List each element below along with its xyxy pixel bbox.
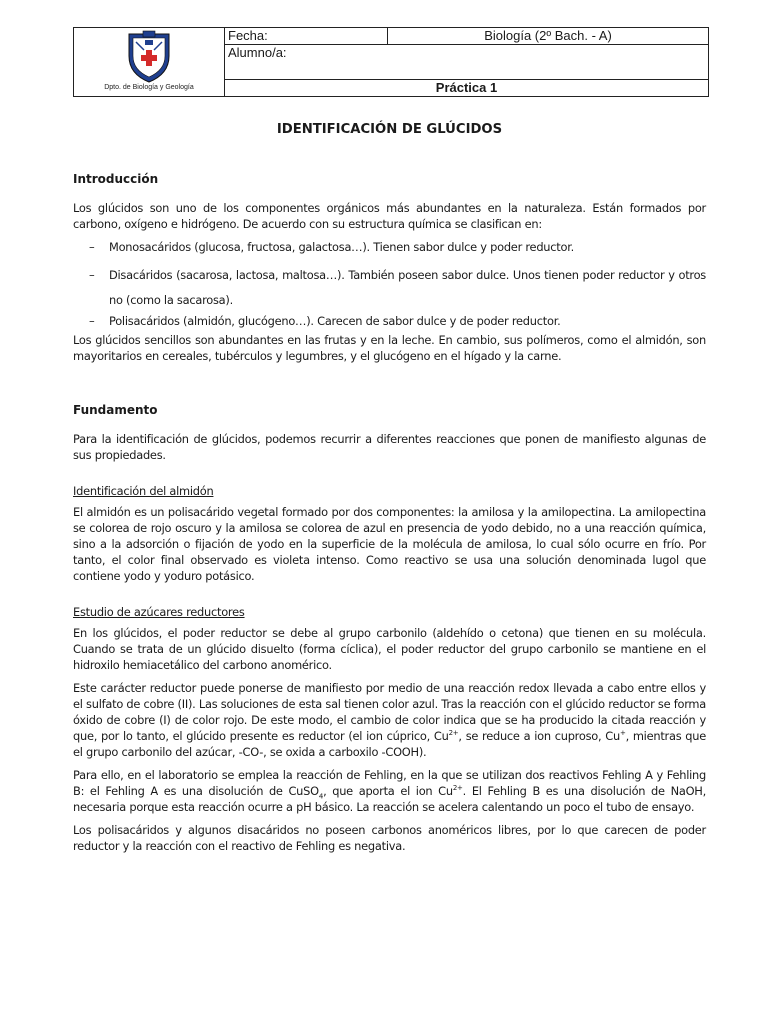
list-item: – Polisacáridos (almidón, glucógeno…). Carecen de sabor dulce y de poder reductor. bbox=[89, 314, 561, 328]
almidon-heading: Identificación del almidón bbox=[73, 484, 214, 498]
department-name: Dpto. de Biología y Geología bbox=[104, 84, 194, 91]
reductores-paragraph-1: En los glúcidos, el poder reductor se debe al grupo carbonilo (aldehído o cetona) que tienen en su molécula. Cuando se trata de un glúcido disuelto (forma cíclica), el poder reductor del grupo carbonilo se mantiene en el hidroxilo hemiacetálico del carbono anomérico. bbox=[73, 626, 706, 672]
fundamento-paragraph: Para la identificación de glúcidos, podemos recurrir a diferentes reacciones que ponen de manifiesto algunas de sus propiedades. bbox=[73, 432, 706, 462]
fundamento-heading: Fundamento bbox=[73, 403, 158, 417]
reductores-paragraph-3: Para ello, en el laboratorio se emplea la reacción de Fehling, en la que se utilizan dos reactivos Fehling A y Fehling B: el Fehling A es una disolución de CuSO$_4$, que aporta el ion $Cu^{2+}$. El Fehling B es una disolución de NaOH, necesaria porque esta reacción ocurre a pH básico. La reacción se acelera calentando un poco el tubo de ensayo. bbox=[73, 768, 706, 814]
student-field: Alumno/a: bbox=[225, 45, 708, 80]
list-item: – Disacáridos (sacarosa, lactosa, maltosa…). También poseen sabor dulce. Unos tienen poder reductor y otros no (como la sacarosa). bbox=[89, 268, 706, 307]
reductores-heading: Estudio de azúcares reductores bbox=[73, 605, 245, 619]
practice-label: Práctica 1 bbox=[435, 80, 498, 95]
logo-cell bbox=[74, 28, 225, 96]
date-field: Fecha: bbox=[225, 28, 388, 45]
document-body bbox=[73, 118, 706, 854]
glucid-types-list bbox=[73, 239, 706, 329]
school-shield-icon bbox=[124, 30, 174, 84]
intro-heading: Introducción bbox=[73, 172, 159, 186]
intro-paragraph-2: Los glúcidos sencillos son abundantes en las frutas y en la leche. En cambio, sus polímeros, como el almidón, son mayoritarios en cereales, tubérculos y legumbres, y el glucógeno en el hígado y la carne. bbox=[73, 333, 706, 363]
document-header bbox=[73, 27, 709, 97]
subject-label: Biología (2º Bach. - A) bbox=[388, 28, 708, 45]
reductores-paragraph-4: Los polisacáridos y algunos disacáridos no poseen carbonos anoméricos libres, por lo que carecen de poder reductor y la reacción con el reactivo de Fehling es negativa. bbox=[73, 823, 706, 853]
reductores-paragraph-2: Este carácter reductor puede ponerse de manifiesto por medio de una reacción redox llevada a cabo entre ellos y el sulfato de cobre (II). Las soluciones de esta sal tienen color azul. Tras la reacción con el glúcido reductor se forma óxido de cobre (I) de color rojo. De este modo, el cambio de color indica que se ha producido la citada reacción y que, por lo tanto, el glúcido presente es reductor (el ion cúprico, $Cu^{2+}$, se reduce a ion cuproso, Cu+, mientras que el grupo carbonilo del azúcar, -CO-, se oxida a carboxilo -COOH). bbox=[73, 681, 706, 759]
list-item: – Monosacáridos (glucosa, fructosa, galactosa…). Tienen sabor dulce y poder reductor. bbox=[89, 240, 574, 254]
intro-paragraph-1: Los glúcidos son uno de los componentes orgánicos más abundantes en la naturaleza. Están formados por carbono, oxígeno e hidrógeno. De acuerdo con su estructura química se clasifican en: bbox=[73, 201, 706, 231]
page-title: IDENTIFICACIÓN DE GLÚCIDOS bbox=[276, 122, 503, 137]
almidon-paragraph: El almidón es un polisacárido vegetal formado por dos componentes: la amilosa y la amilopectina. La amilopectina se colorea de rojo oscuro y la amilosa se colorea de azul en presencia de yodo debido, no a una reacción química, sino a la adsorción o fijación de yodo en la superficie de la molécula de amilosa, lo cual sólo ocurre en frío. Por tanto, el color final observado es violeta intenso. Como reactivo se usa una solución denominada lugol que contiene yodo y yoduro potásico. bbox=[73, 505, 706, 583]
